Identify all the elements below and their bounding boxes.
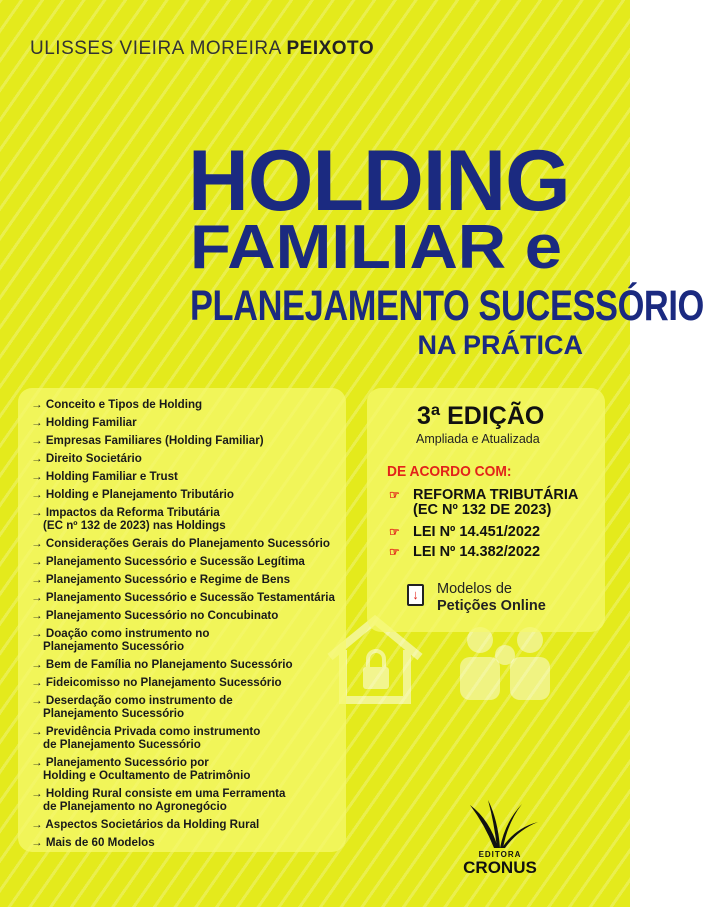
author-last: PEIXOTO [286, 38, 375, 59]
download-document-icon: ↓ [407, 584, 424, 606]
edition-label: 3ª EDIÇÃO [417, 402, 545, 430]
topic-item: → Aspectos Societários da Holding Rural [31, 818, 260, 831]
topic-item: → Holding Rural consiste em uma Ferramenta de Planejamento no Agronegócio [31, 787, 286, 813]
topic-item: → Planejamento Sucessório e Sucessão Testamentária [31, 591, 335, 604]
title-line-4: NA PRÁTICA [417, 330, 583, 360]
models-line-1: Modelos de [437, 581, 512, 597]
title-line-2: FAMILIAR e [190, 213, 563, 282]
topics-list [18, 388, 346, 852]
topic-item: → Planejamento Sucessório e Sucessão Legítima [31, 555, 305, 568]
topic-item: → Planejamento Sucessório e Regime de Bens [31, 573, 291, 586]
law-item [389, 488, 578, 518]
topic-item: → Fideicomisso no Planejamento Sucessório [31, 676, 282, 689]
law-text: LEI Nº 14.451/2022 [413, 524, 541, 540]
pointing-hand-icon: ☞ [389, 525, 400, 539]
topic-item: → Planejamento Sucessório por Holding e Ocultamento de Patrimônio [31, 756, 251, 782]
pointing-hand-icon: ☞ [389, 545, 400, 559]
topic-item: → Empresas Familiares (Holding Familiar) [31, 434, 264, 447]
law-text: REFORMA TRIBUTÁRIA (EC Nº 132 DE 2023) [413, 487, 579, 518]
title-line-3: PLANEJAMENTO SUCESSÓRIO [190, 282, 704, 330]
topic-item: → Planejamento Sucessório no Concubinato [31, 609, 279, 622]
topic-item: → Bem de Família no Planejamento Sucessório [31, 658, 293, 671]
models-line-2: Petições Online [437, 598, 546, 614]
law-item [389, 525, 540, 540]
topic-item: → Mais de 60 Modelos [31, 836, 155, 849]
topic-item: → Previdência Privada como instrumento de Planejamento Sucessório [31, 725, 261, 751]
pointing-hand-icon: ☞ [389, 488, 400, 502]
edition-subtitle: Ampliada e Atualizada [416, 432, 540, 446]
law-item [389, 545, 540, 560]
publisher-line-1: EDITORA [478, 850, 522, 859]
topic-item: → Deserdação como instrumento de Planejamento Sucessório [31, 694, 233, 720]
topic-item: → Doação como instrumento no Planejamento Sucessório [31, 627, 210, 653]
topic-item: → Holding e Planejamento Tributário [31, 488, 234, 501]
edition-box [367, 388, 605, 632]
topic-item: → Conceito e Tipos de Holding [31, 398, 203, 411]
author-first: ULISSES VIEIRA MOREIRA [30, 38, 281, 59]
topic-item: → Holding Familiar [31, 416, 137, 429]
topic-item: → Holding Familiar e Trust [31, 470, 178, 483]
author-name [30, 38, 374, 60]
online-models [437, 581, 546, 615]
book-leaves-icon [460, 800, 540, 850]
topic-item: → Direito Societário [31, 452, 142, 465]
publisher-logo [450, 800, 550, 878]
publisher-line-2: CRONUS [463, 858, 537, 877]
law-text: LEI Nº 14.382/2022 [413, 544, 541, 560]
according-heading: DE ACORDO COM: [387, 463, 512, 480]
topic-item: → Considerações Gerais do Planejamento Sucessório [31, 537, 330, 550]
topic-item: → Impactos da Reforma Tributária (EC nº 132 de 2023) nas Holdings [31, 506, 226, 532]
title-line-1: HOLDING [188, 133, 570, 229]
